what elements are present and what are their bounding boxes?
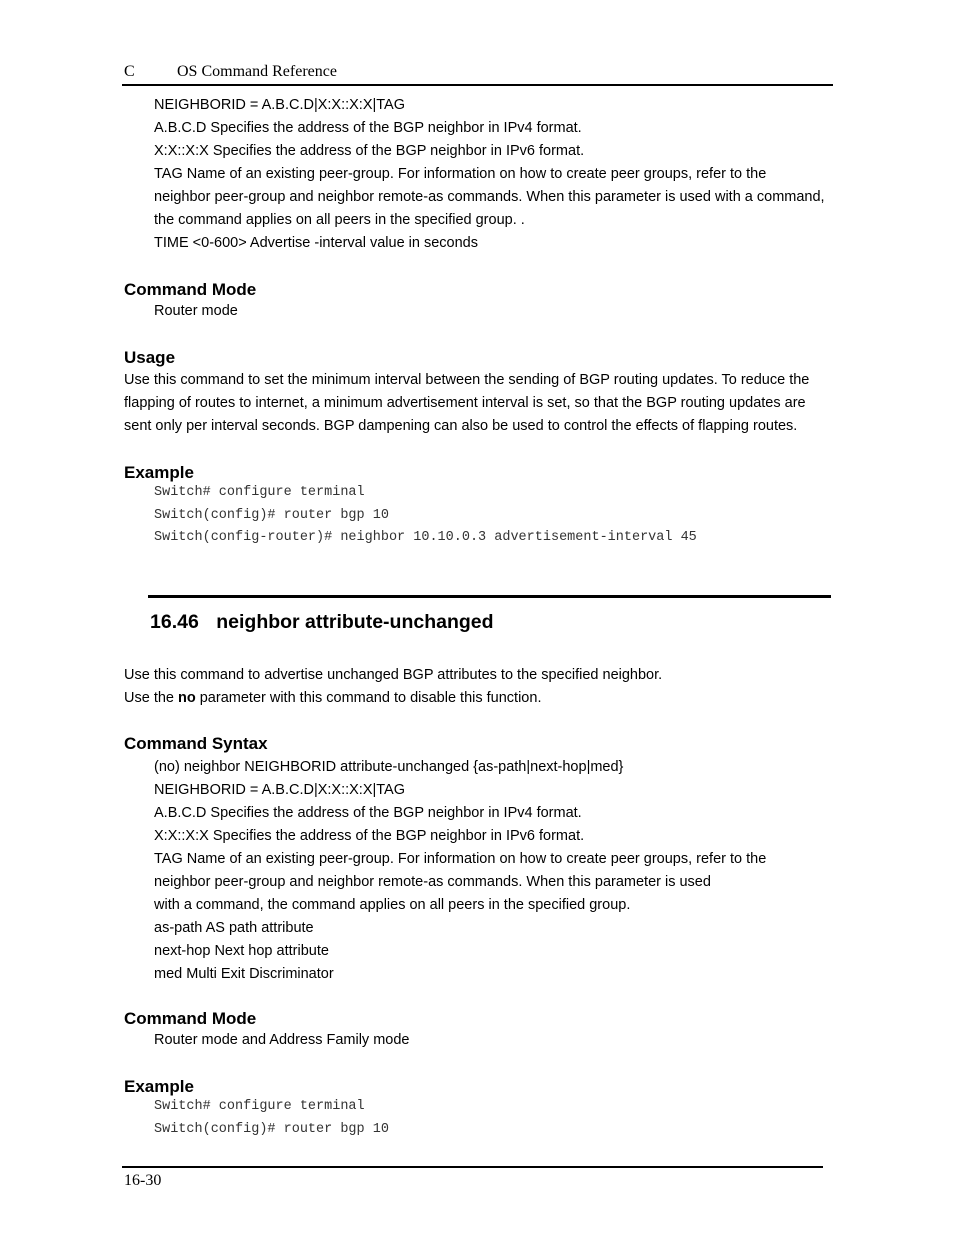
syntax-heading: Command Syntax: [124, 734, 268, 753]
syntax-line: neighbor peer-group and neighbor remote-as commands. When this parameter is used with a command,: [154, 189, 825, 205]
section-example-heading: Example: [124, 1077, 194, 1096]
intro-text: Use the: [124, 690, 178, 706]
top-command-mode-text: Router mode: [154, 303, 238, 319]
code-line: Switch(config-router)# neighbor 10.10.0.3 advertisement-interval 45: [154, 530, 697, 545]
syntax-line: med Multi Exit Discriminator: [154, 966, 334, 982]
top-command-mode-heading: Command Mode: [124, 280, 257, 299]
top-example-heading: Example: [124, 463, 194, 482]
running-header: [124, 63, 337, 81]
section-number: 16.46: [150, 611, 199, 633]
section-name: neighbor attribute-unchanged: [216, 611, 494, 633]
header-rule: [122, 84, 833, 86]
syntax-line: X:X::X:X Specifies the address of the BGP neighbor in IPv6 format.: [154, 143, 585, 159]
header-title: OS Command Reference: [177, 63, 337, 80]
section-title: [150, 611, 494, 634]
syntax-line: as-path AS path attribute: [154, 920, 314, 936]
syntax-line: TIME <0-600> Advertise -interval value in seconds: [154, 235, 478, 251]
syntax-line: NEIGHBORID = A.B.C.D|X:X::X:X|TAG: [154, 97, 406, 113]
header-chapter-letter: C: [124, 63, 135, 80]
section-command-mode-heading: Command Mode: [124, 1009, 257, 1028]
syntax-line: TAG Name of an existing peer-group. For information on how to create peer groups, refer to the: [154, 851, 767, 867]
section-intro: [124, 664, 662, 710]
usage-line: sent only per interval seconds. BGP dampening can also be used to control the effects of flapping routes.: [124, 418, 798, 434]
syntax-line: X:X::X:X Specifies the address of the BGP neighbor in IPv6 format.: [154, 828, 585, 844]
syntax-line: NEIGHBORID = A.B.C.D|X:X::X:X|TAG: [154, 782, 406, 798]
code-line: Switch(config)# router bgp 10: [154, 507, 389, 523]
top-example-code: [154, 485, 697, 553]
syntax-line: neighbor peer-group and neighbor remote-as commands. When this parameter is used: [154, 874, 711, 890]
code-line: Switch# configure terminal: [154, 485, 365, 500]
section-rule: [148, 595, 831, 598]
syntax-line: next-hop Next hop attribute: [154, 943, 329, 959]
section-syntax-block: [154, 756, 766, 986]
top-syntax-block: [154, 94, 825, 255]
syntax-line: A.B.C.D Specifies the address of the BGP neighbor in IPv4 format.: [154, 120, 582, 136]
syntax-line: TAG Name of an existing peer-group. For information on how to create peer groups, refer to the: [154, 166, 767, 182]
section-command-mode-text: Router mode and Address Family mode: [154, 1032, 410, 1048]
syntax-line: A.B.C.D Specifies the address of the BGP neighbor in IPv4 format.: [154, 805, 582, 821]
syntax-line: the command applies on all peers in the specified group. .: [154, 212, 525, 228]
code-line: Switch(config)# router bgp 10: [154, 1121, 389, 1137]
no-keyword: no: [178, 690, 196, 706]
usage-block: [124, 369, 809, 438]
syntax-line: (no) neighbor NEIGHBORID attribute-unchanged {as-path|next-hop|med}: [154, 759, 624, 775]
section-example-code: [154, 1099, 389, 1144]
usage-heading: Usage: [124, 348, 176, 367]
footer-rule: [122, 1166, 823, 1168]
usage-line: flapping of routes to internet, a minimum advertisement interval is set, so that the BGP routing updates are: [124, 395, 806, 411]
page-number: 16-30: [124, 1172, 162, 1189]
intro-text: parameter with this command to disable this function.: [195, 690, 542, 706]
usage-line: Use this command to set the minimum interval between the sending of BGP routing updates. To reduce the: [124, 372, 810, 388]
intro-line: Use this command to advertise unchanged BGP attributes to the specified neighbor.: [124, 667, 663, 683]
syntax-line: with a command, the command applies on all peers in the specified group.: [154, 897, 631, 913]
intro-line-no-param: [124, 687, 662, 710]
code-line: Switch# configure terminal: [154, 1099, 365, 1114]
